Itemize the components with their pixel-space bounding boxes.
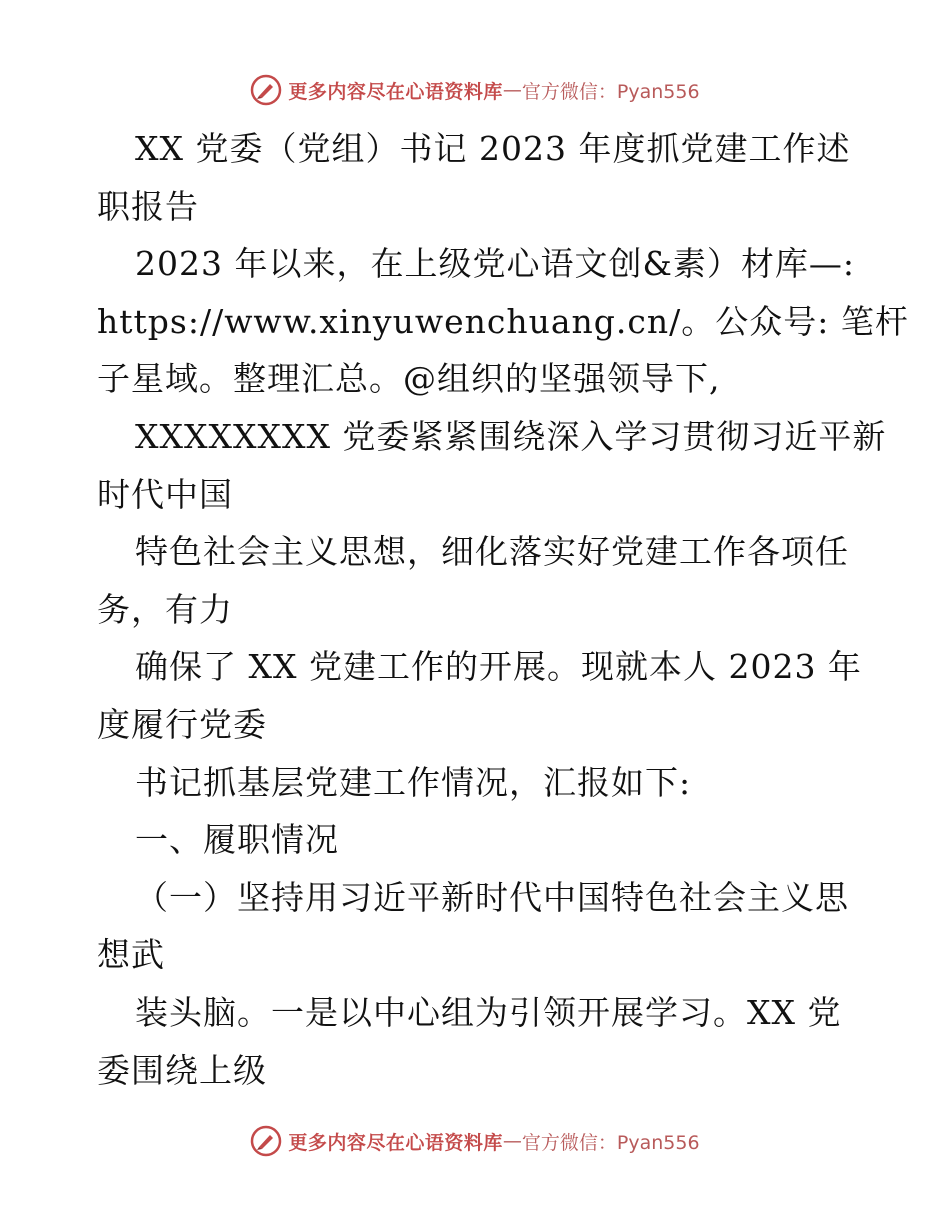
text-line: 子星域。整理汇总。@组织的坚强领导下, [97,359,721,399]
text-line: 想武 [97,935,165,975]
text-line: 务，有力 [97,589,233,629]
text-line: https://www.xinyuwenchuang.cn/。公众号: 笔杆 [97,301,909,341]
banner-main-text: 更多内容尽在心语资料库 [288,1131,503,1154]
text-line: （一）坚持用习近平新时代中国特色社会主义思 [135,877,849,917]
section-heading: 一、履职情况 [135,820,339,860]
text-line: 时代中国 [97,474,233,514]
text-line: 职报告 [97,186,199,226]
text-line: 装头脑。一是以中心组为引领开展学习。XX 党 [135,992,842,1032]
banner-main-text: 更多内容尽在心语资料库 [288,80,503,103]
banner-sub-text: 官方微信：Pyan556 [521,1131,700,1154]
text-line: 委围绕上级 [97,1050,267,1090]
text-line: 度履行党委 [97,704,267,744]
text-line: 2023 年以来，在上级党心语文创&素）材库—: [135,244,855,284]
banner-dash: — [502,1130,522,1152]
document-body [97,120,909,1099]
text-line: XXXXXXXX 党委紧紧围绕深入学习贯彻习近平新 [135,416,887,456]
text-line: 书记抓基层党建工作情况，汇报如下: [135,762,692,802]
text-line: 确保了 XX 党建工作的开展。现就本人 2023 年 [135,647,862,687]
pen-nib-logo-icon [250,74,282,106]
banner-sub-text: 官方微信：Pyan556 [521,80,700,103]
text-line: XX 党委（党组）书记 2023 年度抓党建工作述 [135,129,851,168]
footer-watermark-banner [0,1121,950,1161]
header-watermark-banner [0,70,950,110]
pen-nib-logo-icon [250,1125,282,1157]
banner-dash: — [502,79,522,101]
text-line: 特色社会主义思想，细化落实好党建工作各项任 [135,532,849,572]
